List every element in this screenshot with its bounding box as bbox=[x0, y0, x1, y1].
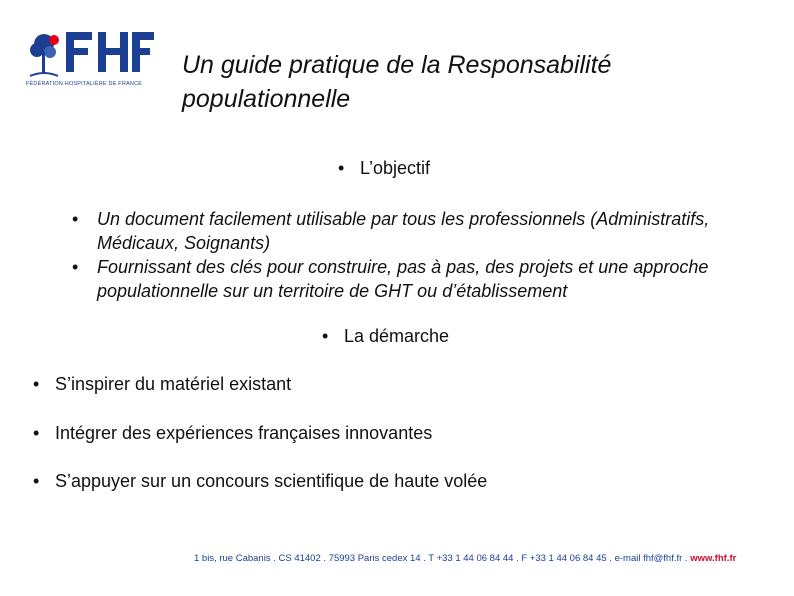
demarche-heading-label: La démarche bbox=[344, 326, 450, 346]
list-item: • Un document facilement utilisable par tous les professionnels (Administratifs, Médicaux, Soignants) bbox=[72, 207, 752, 255]
bullet: • bbox=[322, 326, 329, 346]
demarche-heading bbox=[322, 326, 449, 347]
list-item-label: Intégrer des expériences françaises innovantes bbox=[55, 423, 433, 443]
footer bbox=[194, 553, 774, 564]
bullet: • bbox=[33, 423, 40, 443]
list-item bbox=[33, 374, 291, 395]
objectif-heading-label: L’objectif bbox=[360, 158, 431, 178]
objectif-heading bbox=[338, 158, 430, 179]
footer-website-link[interactable]: www.fhf.fr bbox=[690, 553, 737, 564]
list-item: • Fournissant des clés pour construire, pas à pas, des projets et une approche populationnelle sur un territoire de GHT ou d’établissement bbox=[72, 255, 752, 303]
page-title: Un guide pratique de la Responsabilité populationnelle bbox=[182, 51, 612, 113]
list-item bbox=[33, 423, 432, 444]
bullet: • bbox=[338, 158, 345, 178]
bullet: • bbox=[33, 374, 40, 394]
list-item-label: S’inspirer du matériel existant bbox=[55, 374, 292, 394]
objectif-list bbox=[72, 207, 752, 303]
list-item bbox=[33, 471, 487, 492]
footer-address: 1 bis, rue Cabanis . CS 41402 . 75993 Paris cedex 14 . T +33 1 44 06 84 44 . F +33 1 44 06 84 45 . e-mail fhf@fhf.fr . bbox=[194, 553, 688, 564]
logo-caption: FÉDÉRATION HOSPITALIÈRE DE FRANCE bbox=[26, 81, 143, 87]
bullet: • bbox=[33, 471, 40, 491]
list-item-label: S’appuyer sur un concours scientifique de haute volée bbox=[55, 471, 488, 491]
